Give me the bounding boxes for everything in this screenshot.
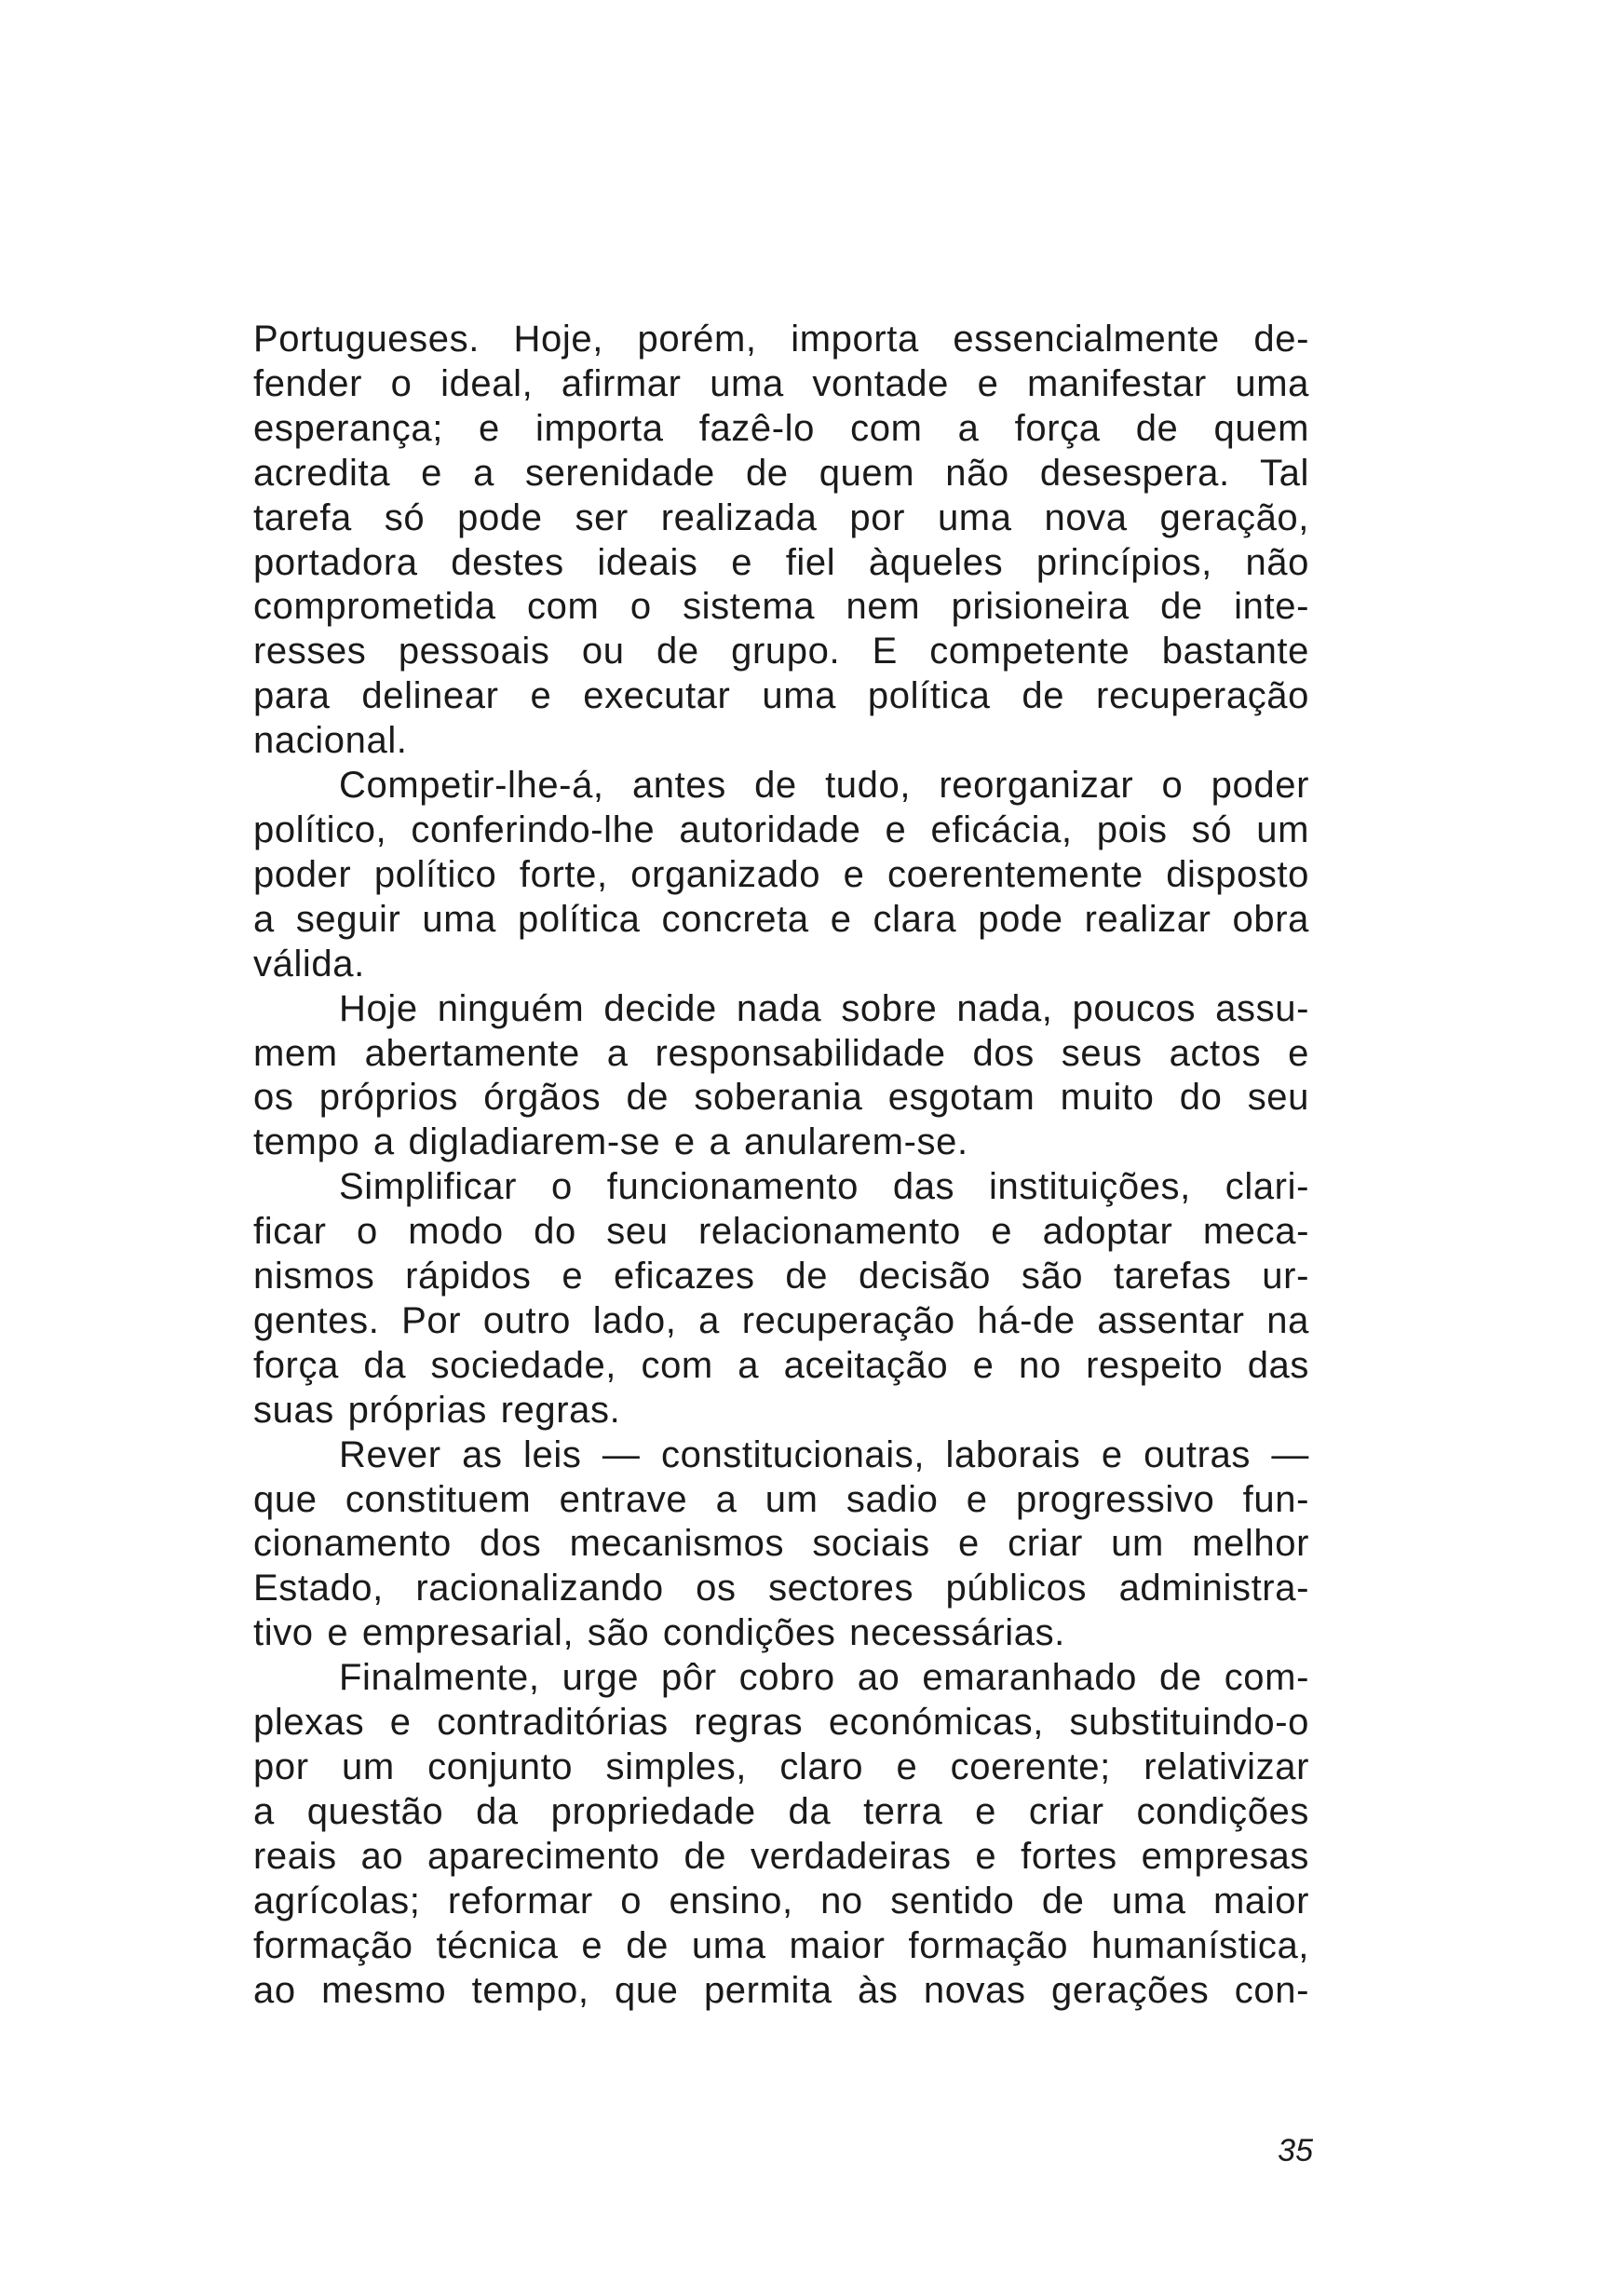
text-line: poder político forte, organizado e coerentemente disposto bbox=[253, 853, 1309, 895]
text-line: tempo a digladiarem-se e a anularem-se. bbox=[253, 1121, 968, 1163]
text-line: suas próprias regras. bbox=[253, 1389, 621, 1431]
text-line: a seguir uma política concreta e clara pode realizar obra bbox=[253, 898, 1309, 940]
text-line: Estado, racionalizando os sectores públicos administra- bbox=[253, 1568, 1309, 1609]
text-line: ficar o modo do seu relacionamento e adoptar meca- bbox=[253, 1211, 1309, 1253]
text-line: formação técnica e de uma maior formação humanística, bbox=[253, 1924, 1309, 1966]
text-line: que constituem entrave a um sadio e progressivo fun- bbox=[253, 1478, 1309, 1520]
text-line: força da sociedade, com a aceitação e no respeito das bbox=[253, 1344, 1309, 1386]
text-line: para delinear e executar uma política de recuperação bbox=[253, 675, 1309, 717]
text-line: ao mesmo tempo, que permita às novas gerações con- bbox=[253, 1969, 1309, 2011]
text-line: Finalmente, urge pôr cobro ao emaranhado de com- bbox=[339, 1657, 1309, 1699]
text-line: plexas e contraditórias regras económicas, substituindo-o bbox=[253, 1702, 1309, 1744]
text-line: por um conjunto simples, claro e coerente; relativizar bbox=[253, 1746, 1309, 1787]
text-line: resses pessoais ou de grupo. E competente bastante bbox=[253, 631, 1309, 672]
text-line: Hoje ninguém decide nada sobre nada, poucos assu- bbox=[339, 987, 1309, 1029]
text-line: Rever as leis — constitucionais, laborais e outras — bbox=[339, 1433, 1309, 1475]
text-line: nacional. bbox=[253, 720, 408, 762]
page-number: 35 bbox=[1278, 2133, 1313, 2168]
body-text bbox=[253, 318, 1309, 2013]
text-line: agrícolas; reformar o ensino, no sentido de uma maior bbox=[253, 1880, 1309, 1922]
text-line: acredita e a serenidade de quem não desespera. Tal bbox=[253, 452, 1309, 494]
text-line: Simplificar o funcionamento das instituições, clari- bbox=[339, 1166, 1309, 1208]
text-line: político, conferindo-lhe autoridade e eficácia, pois só um bbox=[253, 808, 1309, 850]
text-line: Portugueses. Hoje, porém, importa essencialmente de- bbox=[253, 319, 1309, 360]
text-line: Competir-lhe-á, antes de tudo, reorganizar o poder bbox=[339, 765, 1309, 807]
text-line: os próprios órgãos de soberania esgotam muito do seu bbox=[253, 1077, 1309, 1119]
text-line: fender o ideal, afirmar uma vontade e manifestar uma bbox=[253, 362, 1309, 404]
text-line: reais ao aparecimento de verdadeiras e fortes empresas bbox=[253, 1835, 1309, 1877]
text-line: válida. bbox=[253, 943, 365, 985]
text-line: mem abertamente a responsabilidade dos seus actos e bbox=[253, 1032, 1309, 1074]
text-line: cionamento dos mecanismos sociais e criar um melhor bbox=[253, 1523, 1309, 1565]
text-line: gentes. Por outro lado, a recuperação há-de assentar na bbox=[253, 1299, 1309, 1341]
text-line: esperança; e importa fazê-lo com a força de quem bbox=[253, 407, 1309, 449]
text-line: tarefa só pode ser realizada por uma nova geração, bbox=[253, 496, 1309, 538]
text-line: a questão da propriedade da terra e criar condições bbox=[253, 1790, 1309, 1832]
text-line: nismos rápidos e eficazes de decisão são tarefas ur- bbox=[253, 1256, 1309, 1297]
text-line: comprometida com o sistema nem prisioneira de inte- bbox=[253, 586, 1309, 628]
text-line: tivo e empresarial, são condições necessárias. bbox=[253, 1612, 1065, 1654]
text-line: portadora destes ideais e fiel àqueles princípios, não bbox=[253, 541, 1309, 583]
